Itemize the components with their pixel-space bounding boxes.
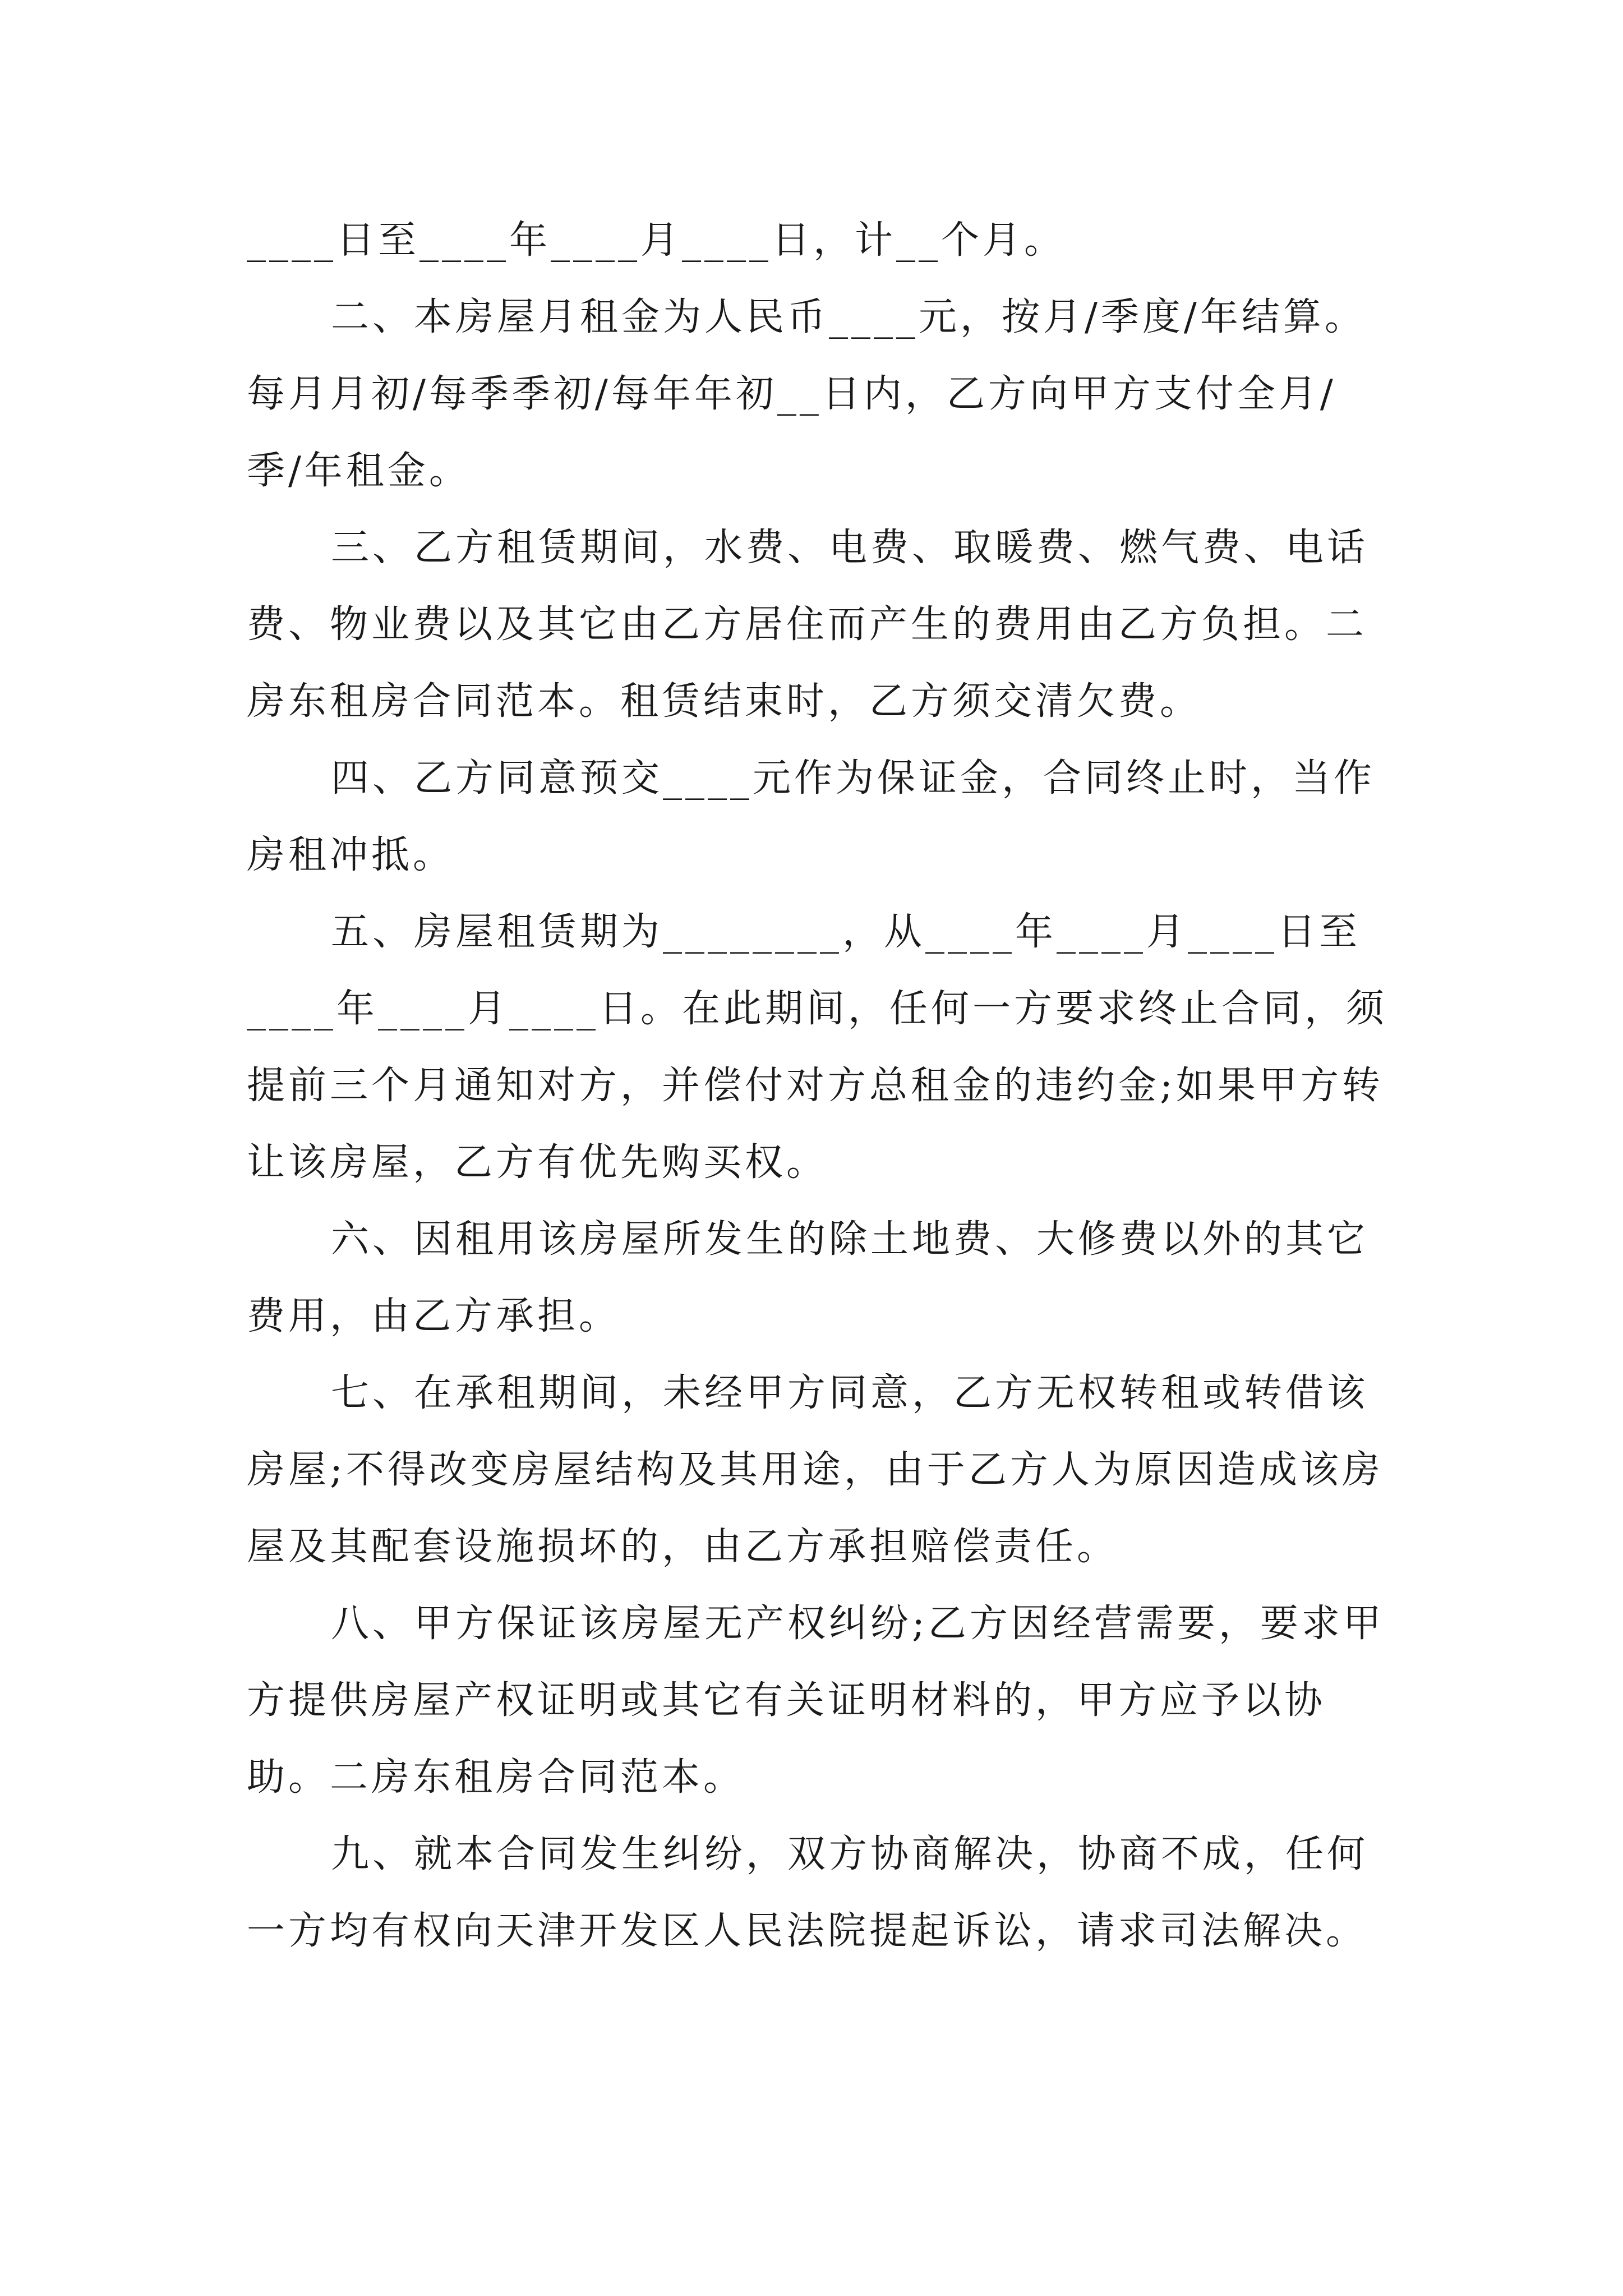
- paragraph-clause-6-other-costs: 六、因租用该房屋所发生的除土地费、大修费以外的其它费用，由乙方承担。: [247, 1217, 1369, 1338]
- paragraph-clause-9-disputes: 九、就本合同发生纠纷，双方协商解决，协商不成，任何一方均有权向天津开发区人民法院提起诉讼，请求司法解决。: [247, 1832, 1369, 1953]
- paragraph-clause-2-rent: 二、本房屋月租金为人民币____元，按月/季度/年结算。每月月初/每季季初/每年年初__日内，乙方向甲方支付全月/季/年租金。: [247, 295, 1366, 493]
- paragraph-lease-term-continuation: ____日至____年____月____日，计__个月。: [247, 218, 1066, 263]
- document-body: [247, 202, 1391, 1970]
- paragraph-clause-8-title: 八、甲方保证该房屋无产权纠纷;乙方因经营需要，要求甲方提供房屋产权证明或其它有关证明材料的，甲方应予以协助。二房东租房合同范本。: [247, 1602, 1385, 1800]
- paragraph-clause-4-deposit: 四、乙方同意预交____元作为保证金，合同终止时，当作房租冲抵。: [247, 756, 1376, 877]
- paragraph-clause-5-lease-period: 五、房屋租赁期为________，从____年____月____日至____年____月____日。在此期间，任何一方要求终止合同，须提前三个月通知对方，并偿付对方总租金的违约金;如果甲方转让该房屋，乙方有优先购买权。: [247, 910, 1388, 1185]
- paragraph-clause-7-sublease: 七、在承租期间，未经甲方同意，乙方无权转租或转借该房屋;不得改变房屋结构及其用途，由于乙方人为原因造成该房屋及其配套设施损坏的，由乙方承担赔偿责任。: [247, 1371, 1384, 1569]
- paragraph-clause-3-fees: 三、乙方租赁期间，水费、电费、取暖费、燃气费、电话费、物业费以及其它由乙方居住而产生的费用由乙方负担。二房东租房合同范本。租赁结束时，乙方须交清欠费。: [247, 526, 1369, 724]
